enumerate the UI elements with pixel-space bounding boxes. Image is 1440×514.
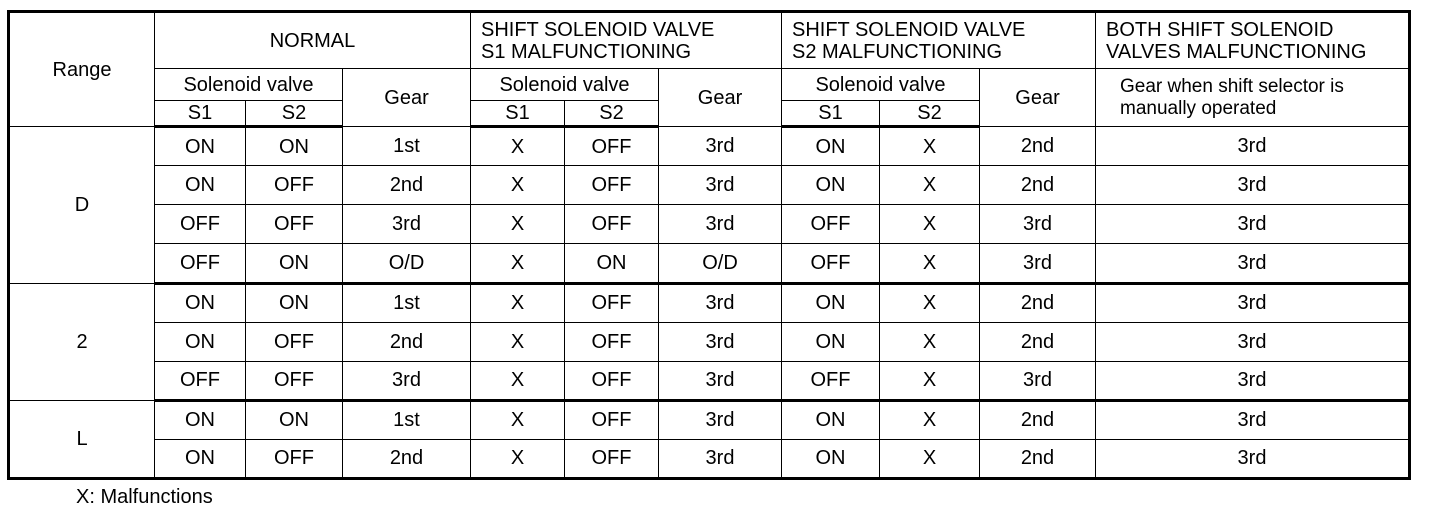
s1mal-s1-header: S1	[471, 101, 565, 127]
s2mal-s1-cell: ON	[782, 283, 880, 322]
normal-gear-cell: 2nd	[343, 166, 471, 205]
s1mal-s1-cell: X	[471, 283, 565, 322]
s2mal-s2-cell: X	[880, 166, 980, 205]
manual-gear-cell: 3rd	[1096, 244, 1410, 283]
manual-gear-cell: 3rd	[1096, 205, 1410, 244]
normal-header: NORMAL	[155, 12, 471, 69]
s1mal-gear-cell: 3rd	[659, 400, 782, 439]
s1mal-s1-cell: X	[471, 361, 565, 400]
table-row	[9, 205, 1410, 244]
s2mal-gear-cell: 2nd	[980, 400, 1096, 439]
s1-solenoid-valve-header: Solenoid valve	[471, 69, 659, 101]
s1mal-s2-cell: OFF	[565, 439, 659, 478]
s2mal-s2-cell: X	[880, 361, 980, 400]
normal-solenoid-valve-header: Solenoid valve	[155, 69, 343, 101]
normal-s1-cell: OFF	[155, 361, 246, 400]
manual-gear-cell: 3rd	[1096, 439, 1410, 478]
range-cell: 2	[9, 283, 155, 400]
s1mal-gear-cell: 3rd	[659, 361, 782, 400]
normal-s1-cell: OFF	[155, 205, 246, 244]
s2-malfunction-header: SHIFT SOLENOID VALVE S2 MALFUNCTIONING	[782, 12, 1096, 69]
s1-gear-header: Gear	[659, 69, 782, 127]
s2mal-gear-cell: 3rd	[980, 205, 1096, 244]
s2mal-s2-cell: X	[880, 400, 980, 439]
s2mal-gear-cell: 2nd	[980, 322, 1096, 361]
normal-gear-cell: 3rd	[343, 205, 471, 244]
manual-gear-cell: 3rd	[1096, 127, 1410, 166]
manual-gear-header: Gear when shift selector is manually operated	[1096, 69, 1410, 127]
normal-gear-cell: O/D	[343, 244, 471, 283]
table-row	[9, 166, 1410, 205]
normal-s2-cell: OFF	[246, 166, 343, 205]
s1mal-gear-cell: 3rd	[659, 166, 782, 205]
manual-gear-cell: 3rd	[1096, 166, 1410, 205]
s1mal-gear-cell: O/D	[659, 244, 782, 283]
table-row	[9, 439, 1410, 478]
s1mal-s2-cell: OFF	[565, 283, 659, 322]
s1mal-s1-cell: X	[471, 205, 565, 244]
manual-gear-cell: 3rd	[1096, 400, 1410, 439]
normal-s2-cell: ON	[246, 400, 343, 439]
s1mal-s1-cell: X	[471, 244, 565, 283]
s2mal-s1-header: S1	[782, 101, 880, 127]
s1mal-s1-cell: X	[471, 400, 565, 439]
s1mal-s2-cell: ON	[565, 244, 659, 283]
s2mal-gear-cell: 3rd	[980, 244, 1096, 283]
range-cell: D	[9, 127, 155, 283]
normal-gear-cell: 2nd	[343, 439, 471, 478]
table-row	[9, 127, 1410, 166]
s1-malfunction-header: SHIFT SOLENOID VALVE S1 MALFUNCTIONING	[471, 12, 782, 69]
manual-gear-cell: 3rd	[1096, 361, 1410, 400]
s2mal-s1-cell: OFF	[782, 244, 880, 283]
s2mal-s2-cell: X	[880, 205, 980, 244]
s1mal-s2-cell: OFF	[565, 205, 659, 244]
s1mal-gear-cell: 3rd	[659, 322, 782, 361]
s2mal-s2-cell: X	[880, 127, 980, 166]
s2mal-gear-cell: 2nd	[980, 283, 1096, 322]
normal-s2-cell: OFF	[246, 439, 343, 478]
s2mal-s1-cell: ON	[782, 166, 880, 205]
normal-s1-cell: ON	[155, 166, 246, 205]
normal-s1-cell: ON	[155, 283, 246, 322]
normal-s1-header: S1	[155, 101, 246, 127]
normal-s1-cell: ON	[155, 127, 246, 166]
s1mal-gear-cell: 3rd	[659, 205, 782, 244]
s2mal-gear-cell: 2nd	[980, 166, 1096, 205]
normal-gear-cell: 1st	[343, 283, 471, 322]
normal-s2-cell: ON	[246, 127, 343, 166]
s2mal-s2-cell: X	[880, 439, 980, 478]
s1mal-s2-cell: OFF	[565, 361, 659, 400]
s2mal-gear-cell: 2nd	[980, 439, 1096, 478]
s2mal-s2-cell: X	[880, 322, 980, 361]
s1mal-gear-cell: 3rd	[659, 127, 782, 166]
normal-s1-cell: ON	[155, 400, 246, 439]
s2mal-s1-cell: ON	[782, 439, 880, 478]
range-header: Range	[9, 12, 155, 127]
normal-gear-header: Gear	[343, 69, 471, 127]
table-row	[9, 283, 1410, 322]
s1mal-s1-cell: X	[471, 166, 565, 205]
s2mal-s1-cell: ON	[782, 322, 880, 361]
normal-s2-header: S2	[246, 101, 343, 127]
normal-s1-cell: OFF	[155, 244, 246, 283]
range-cell: L	[9, 400, 155, 478]
s1mal-s1-cell: X	[471, 127, 565, 166]
s2mal-s1-cell: OFF	[782, 205, 880, 244]
table-row	[9, 244, 1410, 283]
s2mal-s2-cell: X	[880, 244, 980, 283]
s2mal-gear-cell: 3rd	[980, 361, 1096, 400]
table-row	[9, 322, 1410, 361]
s2mal-s2-cell: X	[880, 283, 980, 322]
s2-solenoid-valve-header: Solenoid valve	[782, 69, 980, 101]
manual-gear-cell: 3rd	[1096, 322, 1410, 361]
s1mal-gear-cell: 3rd	[659, 283, 782, 322]
both-malfunction-header: BOTH SHIFT SOLENOID VALVES MALFUNCTIONING	[1096, 12, 1410, 69]
normal-s1-cell: ON	[155, 439, 246, 478]
s1mal-s1-cell: X	[471, 322, 565, 361]
s2mal-gear-cell: 2nd	[980, 127, 1096, 166]
s2-gear-header: Gear	[980, 69, 1096, 127]
solenoid-valve-table	[7, 10, 1411, 480]
s2mal-s2-header: S2	[880, 101, 980, 127]
s1mal-s1-cell: X	[471, 439, 565, 478]
table-row	[9, 400, 1410, 439]
normal-gear-cell: 2nd	[343, 322, 471, 361]
normal-s2-cell: OFF	[246, 361, 343, 400]
normal-gear-cell: 1st	[343, 127, 471, 166]
s1mal-s2-cell: OFF	[565, 322, 659, 361]
s1mal-s2-cell: OFF	[565, 127, 659, 166]
s1mal-s2-cell: OFF	[565, 166, 659, 205]
s1mal-s2-cell: OFF	[565, 400, 659, 439]
s1mal-gear-cell: 3rd	[659, 439, 782, 478]
normal-gear-cell: 1st	[343, 400, 471, 439]
s2mal-s1-cell: ON	[782, 127, 880, 166]
normal-gear-cell: 3rd	[343, 361, 471, 400]
normal-s2-cell: OFF	[246, 205, 343, 244]
normal-s2-cell: ON	[246, 283, 343, 322]
normal-s2-cell: ON	[246, 244, 343, 283]
s2mal-s1-cell: ON	[782, 400, 880, 439]
s1mal-s2-header: S2	[565, 101, 659, 127]
s2mal-s1-cell: OFF	[782, 361, 880, 400]
manual-gear-cell: 3rd	[1096, 283, 1410, 322]
normal-s2-cell: OFF	[246, 322, 343, 361]
table-row	[9, 361, 1410, 400]
footnote: X: Malfunctions	[76, 486, 213, 508]
normal-s1-cell: ON	[155, 322, 246, 361]
